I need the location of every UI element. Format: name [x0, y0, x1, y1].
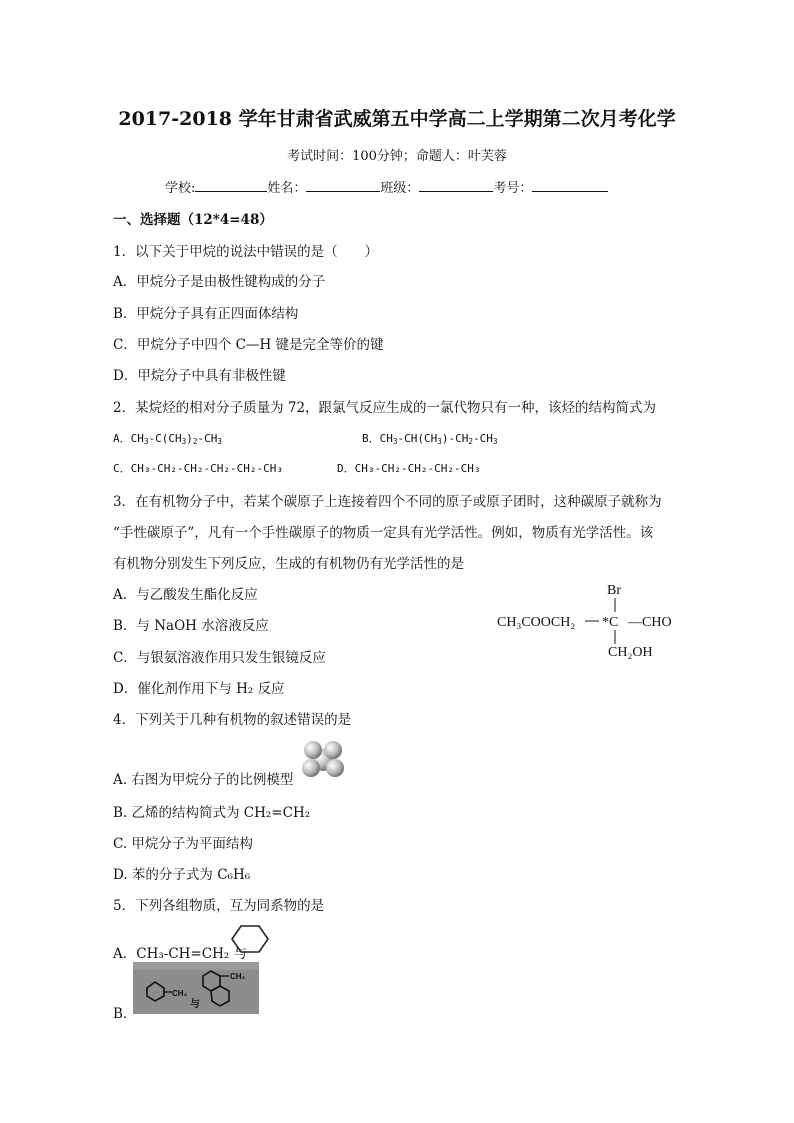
q2-option-b: B．$CH_3-CH(CH_3)-CH_2-CH_3$	[362, 432, 498, 446]
q1-stem: 1．以下关于甲烷的说法中错误的是（ ）	[113, 244, 379, 260]
q5-option-a: A．CH₃-CH=CH₂ 与	[113, 946, 248, 962]
q3-stem-line2: “手性碳原子”，凡有一个手性碳原子的物质一定具有光学活性。例如，物质有光学活性。该	[113, 525, 654, 541]
q3-stem-line1: 3．在有机物分子中，若某个碳原子上连接着四个不同的原子或原子团时，这种碳原子就称为	[113, 494, 662, 510]
q4-option-a: A. 右图为甲烷分子的比例模型	[113, 772, 294, 788]
page-title: 2017-2018 学年甘肃省武威第五中学高二上学期第二次月考化学	[118, 108, 676, 130]
mol-bottom-group: CH₂OH	[608, 645, 653, 660]
q2-option-a: A．$CH_3-C(CH_3)_2-CH_3$	[113, 432, 223, 446]
q3-option-d: D．催化剂作用下与 H₂ 反应	[113, 681, 285, 697]
student-info-line	[165, 177, 608, 196]
benzene-ring-icon	[230, 922, 270, 956]
school-label: 学校:	[165, 181, 196, 196]
q1-option-b: B．甲烷分子具有正四面体结构	[113, 306, 299, 322]
q2-option-d: D．CH₃-CH₂-CH₂-CH₂-CH₃	[337, 462, 481, 475]
methane-space-filling-model	[299, 738, 347, 782]
exam-info: 考试时间：100分钟；命题人：叶芙蓉	[287, 149, 507, 164]
chiral-molecule-structure	[495, 578, 695, 663]
svg-text:CH₃: CH₃	[172, 989, 188, 998]
q2-option-c: C．CH₃-CH₂-CH₂-CH₂-CH₂-CH₃	[113, 462, 283, 475]
name-blank	[306, 179, 380, 192]
q4-stem: 4．下列关于几种有机物的叙述错误的是	[113, 712, 352, 728]
q1-option-a: A．甲烷分子是由极性键构成的分子	[113, 274, 326, 290]
svg-text:与: 与	[190, 999, 200, 1010]
q1-option-c: C．甲烷分子中四个 C—H 键是完全等价的键	[113, 337, 384, 353]
class-label: 班级：	[380, 181, 420, 196]
q5-option-b: B．	[113, 1006, 137, 1022]
number-blank	[532, 179, 608, 192]
section-heading: 一、选择题（12*4=48）	[113, 212, 273, 228]
q2-stem: 2．某烷烃的相对分子质量为 72，跟氯气反应生成的一氯代物只有一种，该烃的结构简式为	[113, 400, 657, 416]
name-label: 姓名：	[267, 181, 307, 196]
mol-br: Br	[607, 583, 621, 598]
q4-option-d: D. 苯的分子式为 C₆H₆	[113, 867, 251, 883]
q3-option-b: B．与 NaOH 水溶液反应	[113, 618, 269, 634]
number-label: 考号：	[493, 181, 533, 196]
q3-option-a: A．与乙酸发生酯化反应	[113, 587, 258, 603]
mol-chiral-carbon: *C	[602, 615, 619, 630]
class-blank	[419, 179, 493, 192]
mol-right-group: —CHO	[628, 615, 672, 630]
mol-left-group: CH₃COOCH₂	[497, 615, 576, 630]
school-blank	[195, 179, 267, 192]
q5-stem: 5．下列各组物质，互为同系物的是	[113, 898, 325, 914]
svg-text:CH₃: CH₃	[230, 972, 246, 981]
q4-option-b: B. 乙烯的结构简式为 CH₂=CH₂	[113, 805, 311, 821]
q5-option-b-image	[133, 962, 259, 1014]
q3-stem-line3: 有机物分别发生下列反应，生成的有机物仍有光学活性的是	[113, 556, 464, 572]
q1-option-d: D．甲烷分子中具有非极性键	[113, 368, 286, 384]
q3-option-c: C．与银氨溶液作用只发生银镜反应	[113, 650, 326, 666]
q4-option-c: C. 甲烷分子为平面结构	[113, 836, 253, 852]
